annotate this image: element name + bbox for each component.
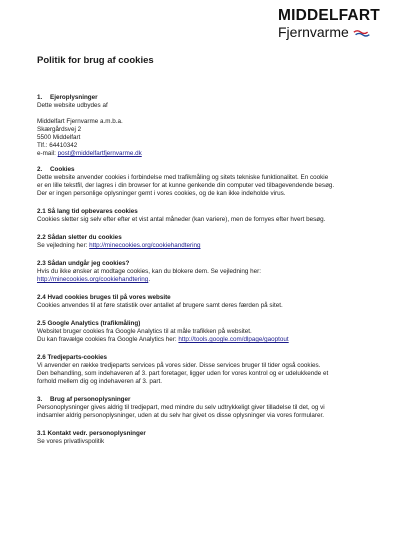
section-heading: 2.3 Sådan undgår jeg cookies?: [37, 260, 130, 267]
logo-fjernvarme-text: Fjernvarme: [278, 24, 349, 40]
cookiehandtering-link[interactable]: http://minecookies.org/cookiehandtering: [89, 242, 201, 249]
address-line: Skærgårdsvej 2: [37, 126, 82, 133]
section-ejeroplysninger: 1. Ejeroplysninger Dette website udbydes af Middelfart Fjernvarme a.m.b.a. Skærgårdsvej 2 5500 Middelfart Tlf.: 64410342 e-mail: post@middelfartfjernvarme.dk: [37, 94, 372, 158]
section-heading: 2.5 Google Analytics (trafikmåling): [37, 320, 141, 327]
section-heading: 3.1 Kontakt vedr. personoplysninger: [37, 430, 146, 437]
section-cookies: 2. Cookies Dette website anvender cookies i forbindelse med trafikmåling og sitets tekniske funktionalitet. En cookie er en lille tekstfil, der lagres i din browser for at kunne genkende din computer ved tilbagevendende besøg. Der er ingen personlige oplysninger gemt i vores cookies, og de kan ikke indeholde virus.: [37, 166, 335, 197]
address-line: 5500 Middelfart: [37, 134, 81, 141]
phone-line: Tlf.: 64410342: [37, 142, 78, 149]
section-2-1: 2.1 Så lang tid opbevares cookies Cookies sletter sig selv efter efter et vist antal måneder (kan variere), men de fornyes efter hvert besøg.: [37, 208, 372, 224]
section-2-5: 2.5 Google Analytics (trafikmåling) Websitet bruger cookies fra Google Analytics til at måle trafikken på websitet. Du kan fravælge cookies fra Google Analytics her: http://tools.google.com/dlpage/gaoptout: [37, 320, 372, 344]
section-2-2: 2.2 Sådan sletter du cookies Se vejledning her: http://minecookies.org/cookiehandtering: [37, 234, 372, 250]
logo-wave-icon: [353, 29, 370, 37]
section-heading: 2.4 Hvad cookies bruges til på vores website: [37, 294, 171, 301]
section-brug-af-personoplysninger: 3. Brug af personoplysninger Personoplysninger gives aldrig til tredjepart, med mindre du selv udtrykkeligt giver tilladelse til det, og vi indsamler aldrig personoplysninger, uden at du selv har givet os disse oplysninger via vores formularer.: [37, 396, 325, 419]
address-line: Middelfart Fjernvarme a.m.b.a.: [37, 118, 123, 125]
section-2-4: 2.4 Hvad cookies bruges til på vores website Cookies anvendes til at føre statistik over antallet af brugere samt deres færden på sitet.: [37, 294, 372, 310]
email-link[interactable]: post@middelfartfjernvarme.dk: [57, 150, 142, 157]
company-logo: [278, 7, 380, 40]
page-title: Politik for brug af cookies: [37, 55, 154, 66]
section-heading: 2.6 Tredjeparts-cookies: [37, 354, 107, 361]
section-heading: Cookies: [50, 166, 75, 173]
section-heading: Ejeroplysninger: [50, 94, 98, 101]
section-2-6: 2.6 Tredjeparts-cookies Vi anvender en række tredjeparts services på vores sider. Disse services bruger til tider også cookies. Den behandling, som indehaveren af 3. part foretager, ligger uden for vores kontrol og er udelukkende et forhold mellem dig og indehaveren af 3. part.: [37, 354, 372, 386]
section-heading: 2.1 Så lang tid opbevares cookies: [37, 208, 138, 215]
section-heading: 2.2 Sådan sletter du cookies: [37, 234, 122, 241]
cookiehandtering-link[interactable]: http://minecookies.org/cookiehandtering: [37, 276, 149, 283]
document-body: [37, 55, 372, 454]
section-2-3: 2.3 Sådan undgår jeg cookies? Hvis du ikke ønsker at modtage cookies, kan du blokere dem. Se vejledning her: http://minecookies.org/cookiehandtering.: [37, 260, 372, 284]
gaoptout-link[interactable]: http://tools.google.com/dlpage/gaoptout: [178, 336, 289, 343]
section-3-1: 3.1 Kontakt vedr. personoplysninger Se vores privatlivspolitik: [37, 430, 372, 446]
logo-middelfart-text: MIDDELFART: [278, 7, 380, 24]
section-heading: Brug af personoplysninger: [50, 396, 131, 403]
